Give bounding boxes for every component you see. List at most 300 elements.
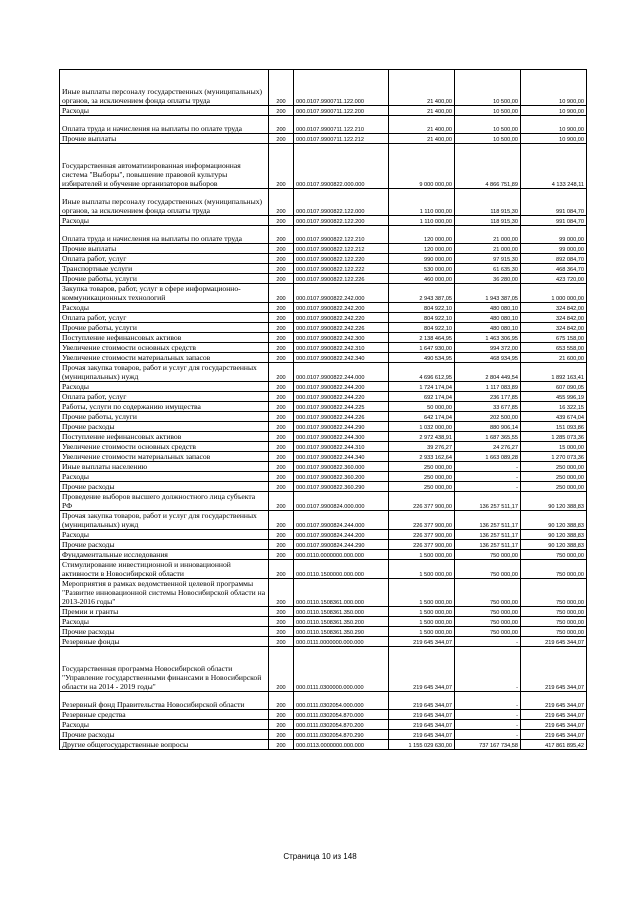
approved-amount-cell: 1 500 000,00: [389, 617, 455, 627]
line-name-cell: Расходы: [60, 106, 269, 116]
unexecuted-amount-cell: 99 000,00: [521, 226, 587, 244]
budget-code-cell: 000.0107.9900822.122.000: [294, 189, 389, 216]
budget-code-cell: 000.0107.9900822.122.210: [294, 226, 389, 244]
executed-amount-cell: 1 687 365,55: [455, 432, 521, 442]
line-name-cell: Прочие расходы: [60, 627, 269, 637]
line-name-cell: Транспортные услуги: [60, 264, 269, 274]
unexecuted-amount-cell: 750 000,00: [521, 560, 587, 579]
approved-amount-cell: 1 500 000,00: [389, 607, 455, 617]
approved-amount-cell: 642 174,04: [389, 412, 455, 422]
table-row: [60, 720, 587, 730]
approved-amount-cell: 226 377 900,00: [389, 530, 455, 540]
approved-amount-cell: 2 943 387,05: [389, 284, 455, 303]
line-name-cell: Расходы: [60, 530, 269, 540]
executed-amount-cell: 1 463 306,95: [455, 333, 521, 343]
line-code-cell: 200: [269, 560, 294, 579]
unexecuted-amount-cell: 324 842,00: [521, 313, 587, 323]
executed-amount-cell: 4 866 751,89: [455, 144, 521, 189]
executed-amount-cell: -: [455, 720, 521, 730]
table-row: [60, 274, 587, 284]
executed-amount-cell: 2 804 449,54: [455, 363, 521, 382]
approved-amount-cell: 1 500 000,00: [389, 579, 455, 607]
budget-code-cell: 000.0107.9900822.242.340: [294, 353, 389, 363]
line-code-cell: 200: [269, 392, 294, 402]
budget-code-cell: 000.0107.9900711.122.210: [294, 116, 389, 134]
line-name-cell: Увеличение стоимости основных средств: [60, 343, 269, 353]
budget-code-cell: 000.0107.9900822.360.290: [294, 482, 389, 492]
line-code-cell: 200: [269, 313, 294, 323]
executed-amount-cell: 480 080,10: [455, 313, 521, 323]
line-code-cell: 200: [269, 323, 294, 333]
table-row: [60, 422, 587, 432]
line-code-cell: 200: [269, 134, 294, 144]
table-row: [60, 710, 587, 720]
line-code-cell: 200: [269, 540, 294, 550]
line-name-cell: Поступление нефинансовых активов: [60, 333, 269, 343]
approved-amount-cell: 219 645 344,07: [389, 692, 455, 710]
approved-amount-cell: 21 400,00: [389, 116, 455, 134]
line-code-cell: 200: [269, 530, 294, 540]
approved-amount-cell: 804 922,10: [389, 323, 455, 333]
unexecuted-amount-cell: 15 000,00: [521, 442, 587, 452]
line-name-cell: Расходы: [60, 216, 269, 226]
budget-code-cell: 000.0107.9900822.122.212: [294, 244, 389, 254]
line-code-cell: 200: [269, 442, 294, 452]
budget-code-cell: 000.0107.9900822.242.220: [294, 313, 389, 323]
line-code-cell: 200: [269, 303, 294, 313]
unexecuted-amount-cell: 10 900,00: [521, 134, 587, 144]
executed-amount-cell: 880 906,14: [455, 422, 521, 432]
line-code-cell: 200: [269, 70, 294, 106]
budget-code-cell: 000.0107.9900822.244.200: [294, 382, 389, 392]
budget-code-cell: 000.0107.9900822.244.310: [294, 442, 389, 452]
line-name-cell: Мероприятия в рамках ведомственной целевой программы "Развитие инновационной системы Новосибирской области на 2013-2016 годы": [60, 579, 269, 607]
approved-amount-cell: 1 032 000,00: [389, 422, 455, 432]
unexecuted-amount-cell: 219 645 344,07: [521, 637, 587, 647]
executed-amount-cell: 750 000,00: [455, 550, 521, 560]
executed-amount-cell: 737 167 734,58: [455, 740, 521, 750]
line-code-cell: 200: [269, 550, 294, 560]
approved-amount-cell: 490 534,95: [389, 353, 455, 363]
executed-amount-cell: 136 257 511,17: [455, 511, 521, 530]
table-row: [60, 226, 587, 244]
budget-code-cell: 000.0107.9900822.242.200: [294, 303, 389, 313]
line-code-cell: 200: [269, 412, 294, 422]
executed-amount-cell: -: [455, 472, 521, 482]
budget-code-cell: 000.0110.1500000.000.000: [294, 560, 389, 579]
line-name-cell: Прочие расходы: [60, 540, 269, 550]
page-number: Страница 10 из 148: [283, 852, 357, 861]
executed-amount-cell: 118 915,30: [455, 189, 521, 216]
approved-amount-cell: 50 000,00: [389, 402, 455, 412]
line-code-cell: 200: [269, 710, 294, 720]
executed-amount-cell: 480 080,10: [455, 323, 521, 333]
line-name-cell: Стимулирование инвестиционной и инновационной активности в Новосибирской области: [60, 560, 269, 579]
budget-code-cell: 000.0110.0000000.000.000: [294, 550, 389, 560]
approved-amount-cell: 1 500 000,00: [389, 627, 455, 637]
executed-amount-cell: -: [455, 462, 521, 472]
line-code-cell: 200: [269, 333, 294, 343]
line-code-cell: 200: [269, 244, 294, 254]
approved-amount-cell: 1 647 930,00: [389, 343, 455, 353]
line-code-cell: 200: [269, 422, 294, 432]
executed-amount-cell: -: [455, 482, 521, 492]
line-name-cell: Прочие работы, услуги: [60, 412, 269, 422]
table-row: [60, 264, 587, 274]
line-name-cell: Оплата работ, услуг: [60, 254, 269, 264]
unexecuted-amount-cell: 439 674,04: [521, 412, 587, 422]
approved-amount-cell: 804 922,10: [389, 303, 455, 313]
line-code-cell: 200: [269, 382, 294, 392]
approved-amount-cell: 4 696 612,95: [389, 363, 455, 382]
budget-code-cell: 000.0111.0000000.000.000: [294, 637, 389, 647]
line-name-cell: Увеличение стоимости основных средств: [60, 442, 269, 452]
budget-code-cell: 000.0107.9900822.122.200: [294, 216, 389, 226]
table-row: [60, 492, 587, 511]
line-code-cell: 200: [269, 637, 294, 647]
executed-amount-cell: -: [455, 710, 521, 720]
unexecuted-amount-cell: 750 000,00: [521, 617, 587, 627]
executed-amount-cell: 118 915,30: [455, 216, 521, 226]
approved-amount-cell: 21 400,00: [389, 70, 455, 106]
unexecuted-amount-cell: 250 000,00: [521, 482, 587, 492]
table-row: [60, 323, 587, 333]
budget-code-cell: 000.0107.9900822.242.226: [294, 323, 389, 333]
table-row: [60, 70, 587, 106]
line-name-cell: Расходы: [60, 720, 269, 730]
executed-amount-cell: 750 000,00: [455, 617, 521, 627]
line-code-cell: 200: [269, 284, 294, 303]
approved-amount-cell: 990 000,00: [389, 254, 455, 264]
table-row: [60, 692, 587, 710]
budget-code-cell: 000.0107.9900711.122.200: [294, 106, 389, 116]
table-row: [60, 579, 587, 607]
approved-amount-cell: 219 645 344,07: [389, 637, 455, 647]
approved-amount-cell: 1 724 174,04: [389, 382, 455, 392]
executed-amount-cell: 1 663 089,28: [455, 452, 521, 462]
line-code-cell: 200: [269, 363, 294, 382]
table-row: [60, 462, 587, 472]
table-row: [60, 116, 587, 134]
approved-amount-cell: 120 000,00: [389, 244, 455, 254]
budget-code-cell: 000.0107.9900822.122.220: [294, 254, 389, 264]
line-code-cell: 200: [269, 740, 294, 750]
budget-code-cell: 000.0111.0300000.000.000: [294, 647, 389, 692]
line-code-cell: 200: [269, 274, 294, 284]
budget-code-cell: 000.0111.0302054.870.290: [294, 730, 389, 740]
approved-amount-cell: 2 138 464,95: [389, 333, 455, 343]
unexecuted-amount-cell: 219 645 344,07: [521, 647, 587, 692]
approved-amount-cell: 692 174,04: [389, 392, 455, 402]
line-code-cell: 200: [269, 647, 294, 692]
unexecuted-amount-cell: 151 093,86: [521, 422, 587, 432]
executed-amount-cell: 21 000,00: [455, 244, 521, 254]
approved-amount-cell: 1 110 000,00: [389, 189, 455, 216]
executed-amount-cell: 750 000,00: [455, 560, 521, 579]
table-row: [60, 402, 587, 412]
approved-amount-cell: 39 276,27: [389, 442, 455, 452]
budget-code-cell: 000.0107.9900822.000.000: [294, 144, 389, 189]
table-row: [60, 284, 587, 303]
executed-amount-cell: 202 500,00: [455, 412, 521, 422]
table-row: [60, 607, 587, 617]
budget-code-cell: 000.0107.9900824.000.000: [294, 492, 389, 511]
budget-code-cell: 000.0107.9900822.244.000: [294, 363, 389, 382]
unexecuted-amount-cell: 607 090,05: [521, 382, 587, 392]
table-row: [60, 343, 587, 353]
line-name-cell: Резервные фонды: [60, 637, 269, 647]
table-row: [60, 303, 587, 313]
approved-amount-cell: 2 972 438,91: [389, 432, 455, 442]
line-name-cell: Прочие расходы: [60, 482, 269, 492]
executed-amount-cell: 468 934,95: [455, 353, 521, 363]
budget-code-cell: 000.0113.0000000.000.000: [294, 740, 389, 750]
line-name-cell: Прочие расходы: [60, 730, 269, 740]
unexecuted-amount-cell: 90 120 388,83: [521, 511, 587, 530]
unexecuted-amount-cell: 423 720,00: [521, 274, 587, 284]
approved-amount-cell: 2 933 162,64: [389, 452, 455, 462]
budget-code-cell: 000.0107.9900822.244.290: [294, 422, 389, 432]
approved-amount-cell: 804 922,10: [389, 313, 455, 323]
executed-amount-cell: 10 500,00: [455, 70, 521, 106]
line-name-cell: Государственная автоматизированная информационная система "Выборы", повышение правовой культуры избирателей и обучение организаторов выборов: [60, 144, 269, 189]
budget-code-cell: 000.0107.9900711.122.212: [294, 134, 389, 144]
table-row: [60, 432, 587, 442]
line-code-cell: 200: [269, 353, 294, 363]
table-row: [60, 482, 587, 492]
unexecuted-amount-cell: 750 000,00: [521, 550, 587, 560]
line-code-cell: 200: [269, 144, 294, 189]
unexecuted-amount-cell: 90 120 388,83: [521, 540, 587, 550]
unexecuted-amount-cell: 991 084,70: [521, 189, 587, 216]
approved-amount-cell: 530 000,00: [389, 264, 455, 274]
line-name-cell: Прочие выплаты: [60, 244, 269, 254]
table-row: [60, 740, 587, 750]
line-name-cell: Прочая закупка товаров, работ и услуг для государственных (муниципальных) нужд: [60, 511, 269, 530]
executed-amount-cell: 236 177,85: [455, 392, 521, 402]
approved-amount-cell: 226 377 900,00: [389, 540, 455, 550]
unexecuted-amount-cell: 1 270 073,36: [521, 452, 587, 462]
table-row: [60, 363, 587, 382]
line-code-cell: 200: [269, 511, 294, 530]
table-row: [60, 189, 587, 216]
line-name-cell: Прочие работы, услуги: [60, 274, 269, 284]
approved-amount-cell: 460 000,00: [389, 274, 455, 284]
approved-amount-cell: 250 000,00: [389, 472, 455, 482]
budget-code-cell: 000.0107.9900822.360.200: [294, 472, 389, 482]
unexecuted-amount-cell: 250 000,00: [521, 462, 587, 472]
line-name-cell: Премии и гранты: [60, 607, 269, 617]
table-row: [60, 244, 587, 254]
line-code-cell: 200: [269, 627, 294, 637]
unexecuted-amount-cell: 468 364,70: [521, 264, 587, 274]
line-code-cell: 200: [269, 730, 294, 740]
line-name-cell: Оплата работ, услуг: [60, 392, 269, 402]
budget-code-cell: 000.0110.1508361.350.200: [294, 617, 389, 627]
line-name-cell: Увеличение стоимости материальных запасов: [60, 353, 269, 363]
approved-amount-cell: 21 400,00: [389, 134, 455, 144]
table-row: [60, 254, 587, 264]
unexecuted-amount-cell: 219 645 344,07: [521, 710, 587, 720]
line-code-cell: 200: [269, 607, 294, 617]
executed-amount-cell: -: [455, 730, 521, 740]
line-name-cell: Оплата труда и начисления на выплаты по оплате труда: [60, 116, 269, 134]
line-code-cell: 200: [269, 106, 294, 116]
approved-amount-cell: 1 110 000,00: [389, 216, 455, 226]
line-code-cell: 200: [269, 492, 294, 511]
unexecuted-amount-cell: 892 084,70: [521, 254, 587, 264]
budget-code-cell: 000.0107.9900822.360.000: [294, 462, 389, 472]
unexecuted-amount-cell: 653 558,00: [521, 343, 587, 353]
line-name-cell: Иные выплаты населению: [60, 462, 269, 472]
line-code-cell: 200: [269, 402, 294, 412]
table-row: [60, 452, 587, 462]
table-row: [60, 530, 587, 540]
executed-amount-cell: 750 000,00: [455, 579, 521, 607]
line-name-cell: Расходы: [60, 382, 269, 392]
budget-code-cell: 000.0107.9900822.244.225: [294, 402, 389, 412]
table-row: [60, 627, 587, 637]
line-code-cell: 200: [269, 472, 294, 482]
approved-amount-cell: 1 500 000,00: [389, 560, 455, 579]
executed-amount-cell: 994 372,00: [455, 343, 521, 353]
budget-code-cell: 000.0110.1508361.350.000: [294, 607, 389, 617]
line-name-cell: Расходы: [60, 303, 269, 313]
table-row: [60, 313, 587, 323]
table-row: [60, 412, 587, 422]
unexecuted-amount-cell: 324 842,00: [521, 303, 587, 313]
line-name-cell: Другие общегосударственные вопросы: [60, 740, 269, 750]
line-name-cell: Фундаментальные исследования: [60, 550, 269, 560]
unexecuted-amount-cell: 455 996,19: [521, 392, 587, 402]
unexecuted-amount-cell: 219 645 344,07: [521, 720, 587, 730]
approved-amount-cell: 250 000,00: [389, 482, 455, 492]
unexecuted-amount-cell: 219 645 344,07: [521, 730, 587, 740]
unexecuted-amount-cell: 417 861 895,42: [521, 740, 587, 750]
table-row: [60, 442, 587, 452]
line-code-cell: 200: [269, 432, 294, 442]
line-code-cell: 200: [269, 264, 294, 274]
line-code-cell: 200: [269, 226, 294, 244]
budget-code-cell: 000.0107.9900822.242.000: [294, 284, 389, 303]
line-name-cell: Закупка товаров, работ, услуг в сфере информационно-коммуникационных технологий: [60, 284, 269, 303]
unexecuted-amount-cell: 99 000,00: [521, 244, 587, 254]
executed-amount-cell: 33 677,85: [455, 402, 521, 412]
line-name-cell: Прочие работы, услуги: [60, 323, 269, 333]
table-row: [60, 511, 587, 530]
approved-amount-cell: 21 400,00: [389, 106, 455, 116]
unexecuted-amount-cell: 750 000,00: [521, 607, 587, 617]
executed-amount-cell: 750 000,00: [455, 627, 521, 637]
unexecuted-amount-cell: 10 900,00: [521, 70, 587, 106]
table-row: [60, 647, 587, 692]
budget-code-cell: 000.0107.9900822.244.340: [294, 452, 389, 462]
line-code-cell: 200: [269, 116, 294, 134]
approved-amount-cell: 226 377 900,00: [389, 492, 455, 511]
budget-code-cell: 000.0107.9900822.244.300: [294, 432, 389, 442]
table-row: [60, 617, 587, 627]
executed-amount-cell: -: [455, 692, 521, 710]
table-row: [60, 144, 587, 189]
executed-amount-cell: 136 257 511,17: [455, 540, 521, 550]
line-code-cell: 200: [269, 692, 294, 710]
budget-code-cell: 000.0107.9900822.242.310: [294, 343, 389, 353]
line-name-cell: Оплата труда и начисления на выплаты по оплате труда: [60, 226, 269, 244]
table-row: [60, 392, 587, 402]
unexecuted-amount-cell: 219 645 344,07: [521, 692, 587, 710]
budget-table-body: [60, 70, 587, 750]
unexecuted-amount-cell: 324 842,00: [521, 323, 587, 333]
executed-amount-cell: 1 943 387,05: [455, 284, 521, 303]
line-name-cell: Прочие выплаты: [60, 134, 269, 144]
table-row: [60, 353, 587, 363]
budget-code-cell: 000.0110.1508361.350.290: [294, 627, 389, 637]
executed-amount-cell: 10 500,00: [455, 116, 521, 134]
approved-amount-cell: 219 645 344,07: [389, 647, 455, 692]
budget-code-cell: 000.0107.9900822.242.300: [294, 333, 389, 343]
approved-amount-cell: 120 000,00: [389, 226, 455, 244]
executed-amount-cell: -: [455, 637, 521, 647]
table-row: [60, 637, 587, 647]
executed-amount-cell: 10 500,00: [455, 134, 521, 144]
unexecuted-amount-cell: 90 120 388,83: [521, 492, 587, 511]
line-name-cell: Иные выплаты персоналу государственных (муниципальных) органов, за исключением фонда оплаты труда: [60, 189, 269, 216]
executed-amount-cell: 480 080,10: [455, 303, 521, 313]
budget-code-cell: 000.0107.9900822.244.220: [294, 392, 389, 402]
executed-amount-cell: 97 915,30: [455, 254, 521, 264]
unexecuted-amount-cell: 16 322,15: [521, 402, 587, 412]
budget-table: [59, 69, 587, 750]
approved-amount-cell: 226 377 900,00: [389, 511, 455, 530]
approved-amount-cell: 219 645 344,07: [389, 710, 455, 720]
executed-amount-cell: -: [455, 647, 521, 692]
executed-amount-cell: 136 257 511,17: [455, 530, 521, 540]
line-name-cell: Иные выплаты персоналу государственных (муниципальных) органов, за исключением фонда оплаты труда: [60, 70, 269, 106]
line-name-cell: Работы, услуги по содержанию имущества: [60, 402, 269, 412]
line-name-cell: Государственная программа Новосибирской области "Управление государственными финансами в Новосибирской области на 2014 - 2019 годы": [60, 647, 269, 692]
unexecuted-amount-cell: 675 158,00: [521, 333, 587, 343]
table-row: [60, 134, 587, 144]
table-row: [60, 333, 587, 343]
executed-amount-cell: 1 117 083,89: [455, 382, 521, 392]
table-row: [60, 106, 587, 116]
approved-amount-cell: 250 000,00: [389, 462, 455, 472]
line-name-cell: Прочая закупка товаров, работ и услуг для государственных (муниципальных) нужд: [60, 363, 269, 382]
budget-code-cell: 000.0107.9900824.244.290: [294, 540, 389, 550]
approved-amount-cell: 9 000 000,00: [389, 144, 455, 189]
unexecuted-amount-cell: 4 133 248,11: [521, 144, 587, 189]
budget-code-cell: 000.0107.9900822.122.226: [294, 274, 389, 284]
table-row: [60, 472, 587, 482]
line-code-cell: 200: [269, 482, 294, 492]
line-name-cell: Резервный фонд Правительства Новосибирской области: [60, 692, 269, 710]
line-name-cell: Оплата работ, услуг: [60, 313, 269, 323]
executed-amount-cell: 136 257 511,17: [455, 492, 521, 511]
line-code-cell: 200: [269, 579, 294, 607]
line-code-cell: 200: [269, 462, 294, 472]
line-code-cell: 200: [269, 189, 294, 216]
unexecuted-amount-cell: 1 000 000,00: [521, 284, 587, 303]
executed-amount-cell: 10 500,00: [455, 106, 521, 116]
line-code-cell: 200: [269, 617, 294, 627]
line-name-cell: Прочие расходы: [60, 422, 269, 432]
unexecuted-amount-cell: 750 000,00: [521, 579, 587, 607]
unexecuted-amount-cell: 10 900,00: [521, 106, 587, 116]
budget-code-cell: 000.0111.0302054.000.000: [294, 692, 389, 710]
budget-code-cell: 000.0107.9900822.122.222: [294, 264, 389, 274]
unexecuted-amount-cell: 750 000,00: [521, 627, 587, 637]
table-row: [60, 382, 587, 392]
